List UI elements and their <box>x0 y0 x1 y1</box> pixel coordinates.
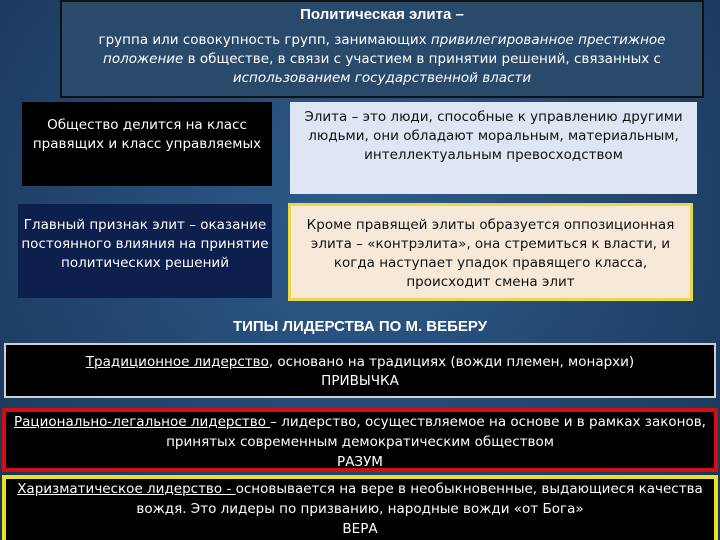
leadership-name: Харизматическое лидерство - <box>17 481 236 497</box>
definition-text <box>74 31 690 88</box>
leadership-key: ПРИВЫЧКА <box>321 373 399 389</box>
leadership-types-title: ТИПЫ ЛИДЕРСТВА ПО М. ВЕБЕРУ <box>232 318 488 335</box>
leadership-rational-legal <box>2 408 718 472</box>
leadership-name: Традиционное лидерство <box>85 354 269 370</box>
leadership-desc: основывается на вере в необыкновенные, выдающиеся качества вождя. Это лидеры по призванию, народные вожди «от Бога» <box>136 481 703 517</box>
leadership-traditional <box>4 343 716 398</box>
leadership-key: РАЗУМ <box>337 454 383 470</box>
definition-panel <box>60 0 704 98</box>
leadership-charismatic <box>2 475 718 540</box>
definition-text-part: в обществе, в связи с участием в принятии решений, связанных с <box>183 51 661 67</box>
definition-text-part: группа или совокупность групп, занимающих <box>98 32 431 48</box>
card-main-sign: Главный признак элит – оказание постоянного влияния на принятие политических решений <box>18 204 272 298</box>
definition-title: Политическая элита – <box>300 6 464 23</box>
definition-text-italic: использованием государственной власти <box>232 70 532 86</box>
leadership-desc: – лидерство, осуществляемое на основе и в рамках законов, принятых современным демократическим обществом <box>166 414 706 450</box>
card-counter-elite: Кроме правящей элиты образуется оппозиционная элита – «контрэлита», она стремиться к власти, и когда наступает упадок правящего класса, происходит смена элит <box>288 203 693 301</box>
leadership-desc: , основано на традициях (вожди племен, монархи) <box>268 354 635 370</box>
card-classes: Общество делится на класс правящих и класс управляемых <box>22 102 272 186</box>
leadership-key: ВЕРА <box>342 521 378 537</box>
leadership-name: Рационально-легальное лидерство <box>14 414 271 430</box>
card-elite-definition: Элита – это люди, способные к управлению другими людьми, они обладают моральным, материальным, интеллектуальным превосходством <box>290 102 697 194</box>
definition-text-italic: привилегированное престижное положение <box>103 32 666 67</box>
